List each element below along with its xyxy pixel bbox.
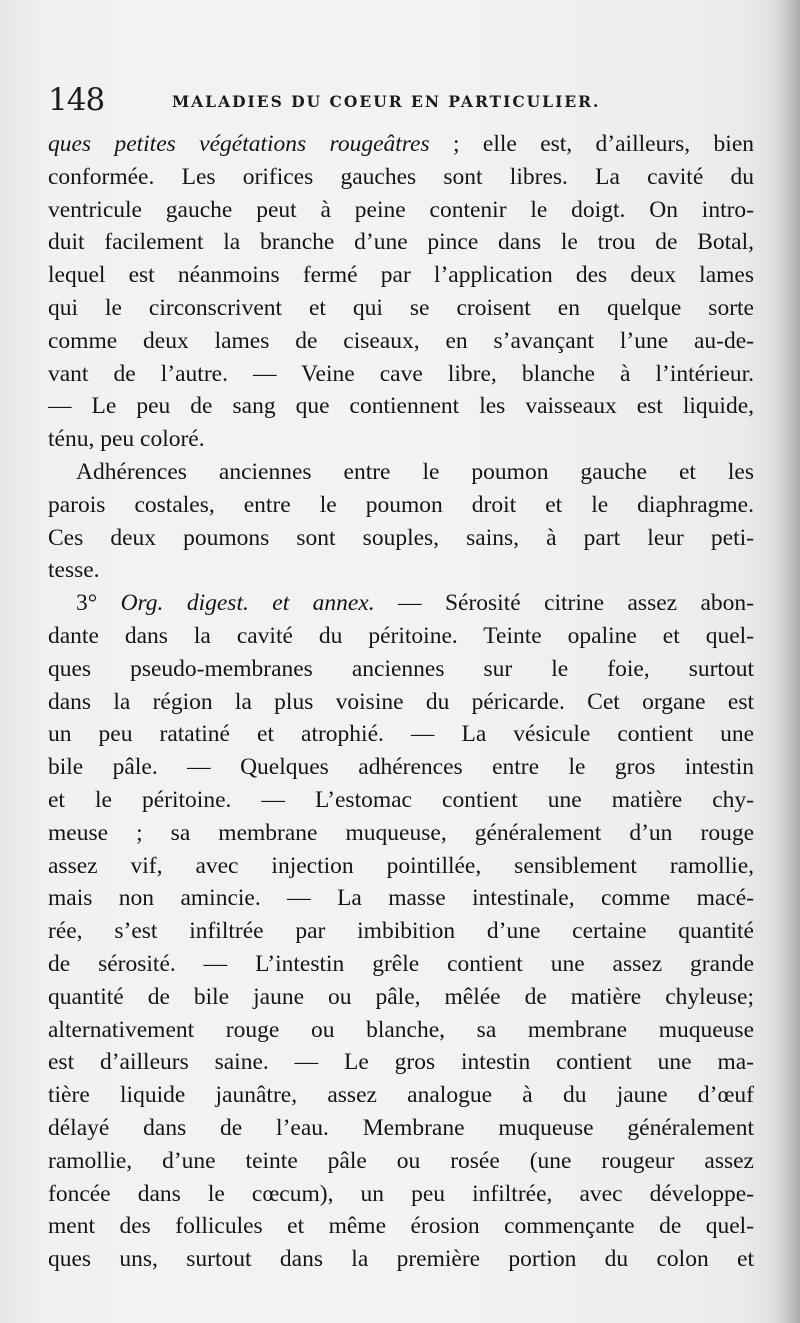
line-text: un peu ratatiné et atrophié. — La vésicule contient une <box>48 721 754 748</box>
line-text: Adhérences anciennes entre le poumon gauche et les <box>76 458 754 485</box>
text-line <box>48 1178 754 1211</box>
line-text: quantité de bile jaune ou pâle, mêlée de matière chyleuse; <box>48 983 754 1010</box>
text-line <box>48 554 754 587</box>
line-text: de sérosité. — L’intestin grêle contient une assez grande <box>48 950 754 977</box>
text-line <box>48 456 754 489</box>
text-line <box>48 784 754 817</box>
line-text: dante dans la cavité du péritoine. Teinte opaline et quel- <box>48 622 754 649</box>
running-head <box>48 82 760 122</box>
text-line <box>48 161 754 194</box>
text-line <box>48 948 754 981</box>
line-text: — Le peu de sang que contiennent les vaisseaux est liquide, <box>48 393 754 420</box>
line-text: bile pâle. — Quelques adhérences entre le gros intestin <box>48 754 754 781</box>
line-text: vant de l’autre. — Veine cave libre, blanche à l’intérieur. <box>48 360 754 387</box>
italic-text: ques petites végétations rougeâtres <box>48 131 430 157</box>
line-text: assez vif, avec injection pointillée, sensiblement ramollie, <box>48 852 754 879</box>
text-line <box>48 587 754 620</box>
text-line <box>48 522 754 555</box>
text-line <box>48 915 754 948</box>
text-line <box>48 194 754 227</box>
italic-text: Org. digest. et annex. <box>120 590 375 617</box>
line-text: comme deux lames de ciseaux, en s’avançant l’une au-de- <box>48 327 754 354</box>
body-text <box>48 128 754 1276</box>
line-text: ques pseudo-membranes anciennes sur le foie, surtout <box>48 655 754 682</box>
text-line <box>48 259 754 292</box>
line-text: foncée dans le cœcum), un peu infiltrée, avec développe- <box>48 1180 754 1207</box>
line-text: tesse. <box>48 557 100 584</box>
text-line <box>48 226 754 259</box>
text-line <box>48 653 754 686</box>
line-text: parois costales, entre le poumon droit et le diaphragme. <box>48 491 754 518</box>
line-text: duit facilement la branche d’une pince dans le trou de Botal, <box>48 229 754 256</box>
line-text: Ces deux poumons sont souples, sains, à part leur peti- <box>48 524 754 551</box>
line-text: 3° <box>76 590 121 617</box>
text-line <box>48 128 754 161</box>
text-line <box>48 620 754 653</box>
page-number: 148 <box>48 82 105 118</box>
line-text: tière liquide jaunâtre, assez analogue à du jaune d’œuf <box>48 1082 754 1109</box>
line-text: meuse ; sa membrane muqueuse, généralement d’un rouge <box>48 819 754 846</box>
text-line <box>48 850 754 883</box>
line-text: ramollie, d’une teinte pâle ou rosée (une rougeur assez <box>48 1147 754 1174</box>
text-line <box>48 1014 754 1047</box>
line-text: lequel est néanmoins fermé par l’application des deux lames <box>48 262 754 289</box>
line-text: ; elle est, d’ailleurs, bien <box>429 131 754 157</box>
text-line <box>48 358 754 391</box>
text-line <box>48 686 754 719</box>
line-text: délayé dans de l’eau. Membrane muqueuse généralement <box>48 1114 754 1141</box>
text-line <box>48 423 754 456</box>
text-line <box>48 1112 754 1145</box>
text-line <box>48 390 754 423</box>
line-text: mais non amincie. — La masse intestinale, comme macé- <box>48 885 754 912</box>
text-line <box>48 1079 754 1112</box>
line-text: — Sérosité citrine assez abon- <box>374 590 754 617</box>
text-line <box>48 1243 754 1276</box>
line-text: conformée. Les orifices gauches sont libres. La cavité du <box>48 163 754 190</box>
text-line <box>48 817 754 850</box>
text-line <box>48 1210 754 1243</box>
text-line <box>48 1046 754 1079</box>
text-line <box>48 1145 754 1178</box>
text-line <box>48 751 754 784</box>
text-line <box>48 325 754 358</box>
line-text: dans la région la plus voisine du péricarde. Cet organe est <box>48 688 754 715</box>
text-line <box>48 718 754 751</box>
text-line <box>48 489 754 522</box>
line-text: ventricule gauche peut à peine contenir le doigt. On intro- <box>48 196 754 223</box>
line-text: est d’ailleurs saine. — Le gros intestin contient une ma- <box>48 1049 754 1076</box>
page-gutter-shadow <box>772 0 800 1323</box>
text-line <box>48 981 754 1014</box>
line-text: qui le circonscrivent et qui se croisent en quelque sorte <box>48 294 754 321</box>
line-text: et le péritoine. — L’estomac contient une matière chy- <box>48 786 754 813</box>
line-text: ment des follicules et même érosion commençante de quel- <box>48 1213 754 1240</box>
text-line <box>48 292 754 325</box>
line-text: alternativement rouge ou blanche, sa membrane muqueuse <box>48 1016 754 1043</box>
text-line <box>48 882 754 915</box>
line-text: rée, s’est infiltrée par imbibition d’une certaine quantité <box>48 918 754 945</box>
line-text: ques uns, surtout dans la première portion du colon et <box>48 1246 754 1273</box>
line-text: ténu, peu coloré. <box>48 426 205 453</box>
running-title: MALADIES DU COEUR EN PARTICULIER. <box>172 92 601 111</box>
